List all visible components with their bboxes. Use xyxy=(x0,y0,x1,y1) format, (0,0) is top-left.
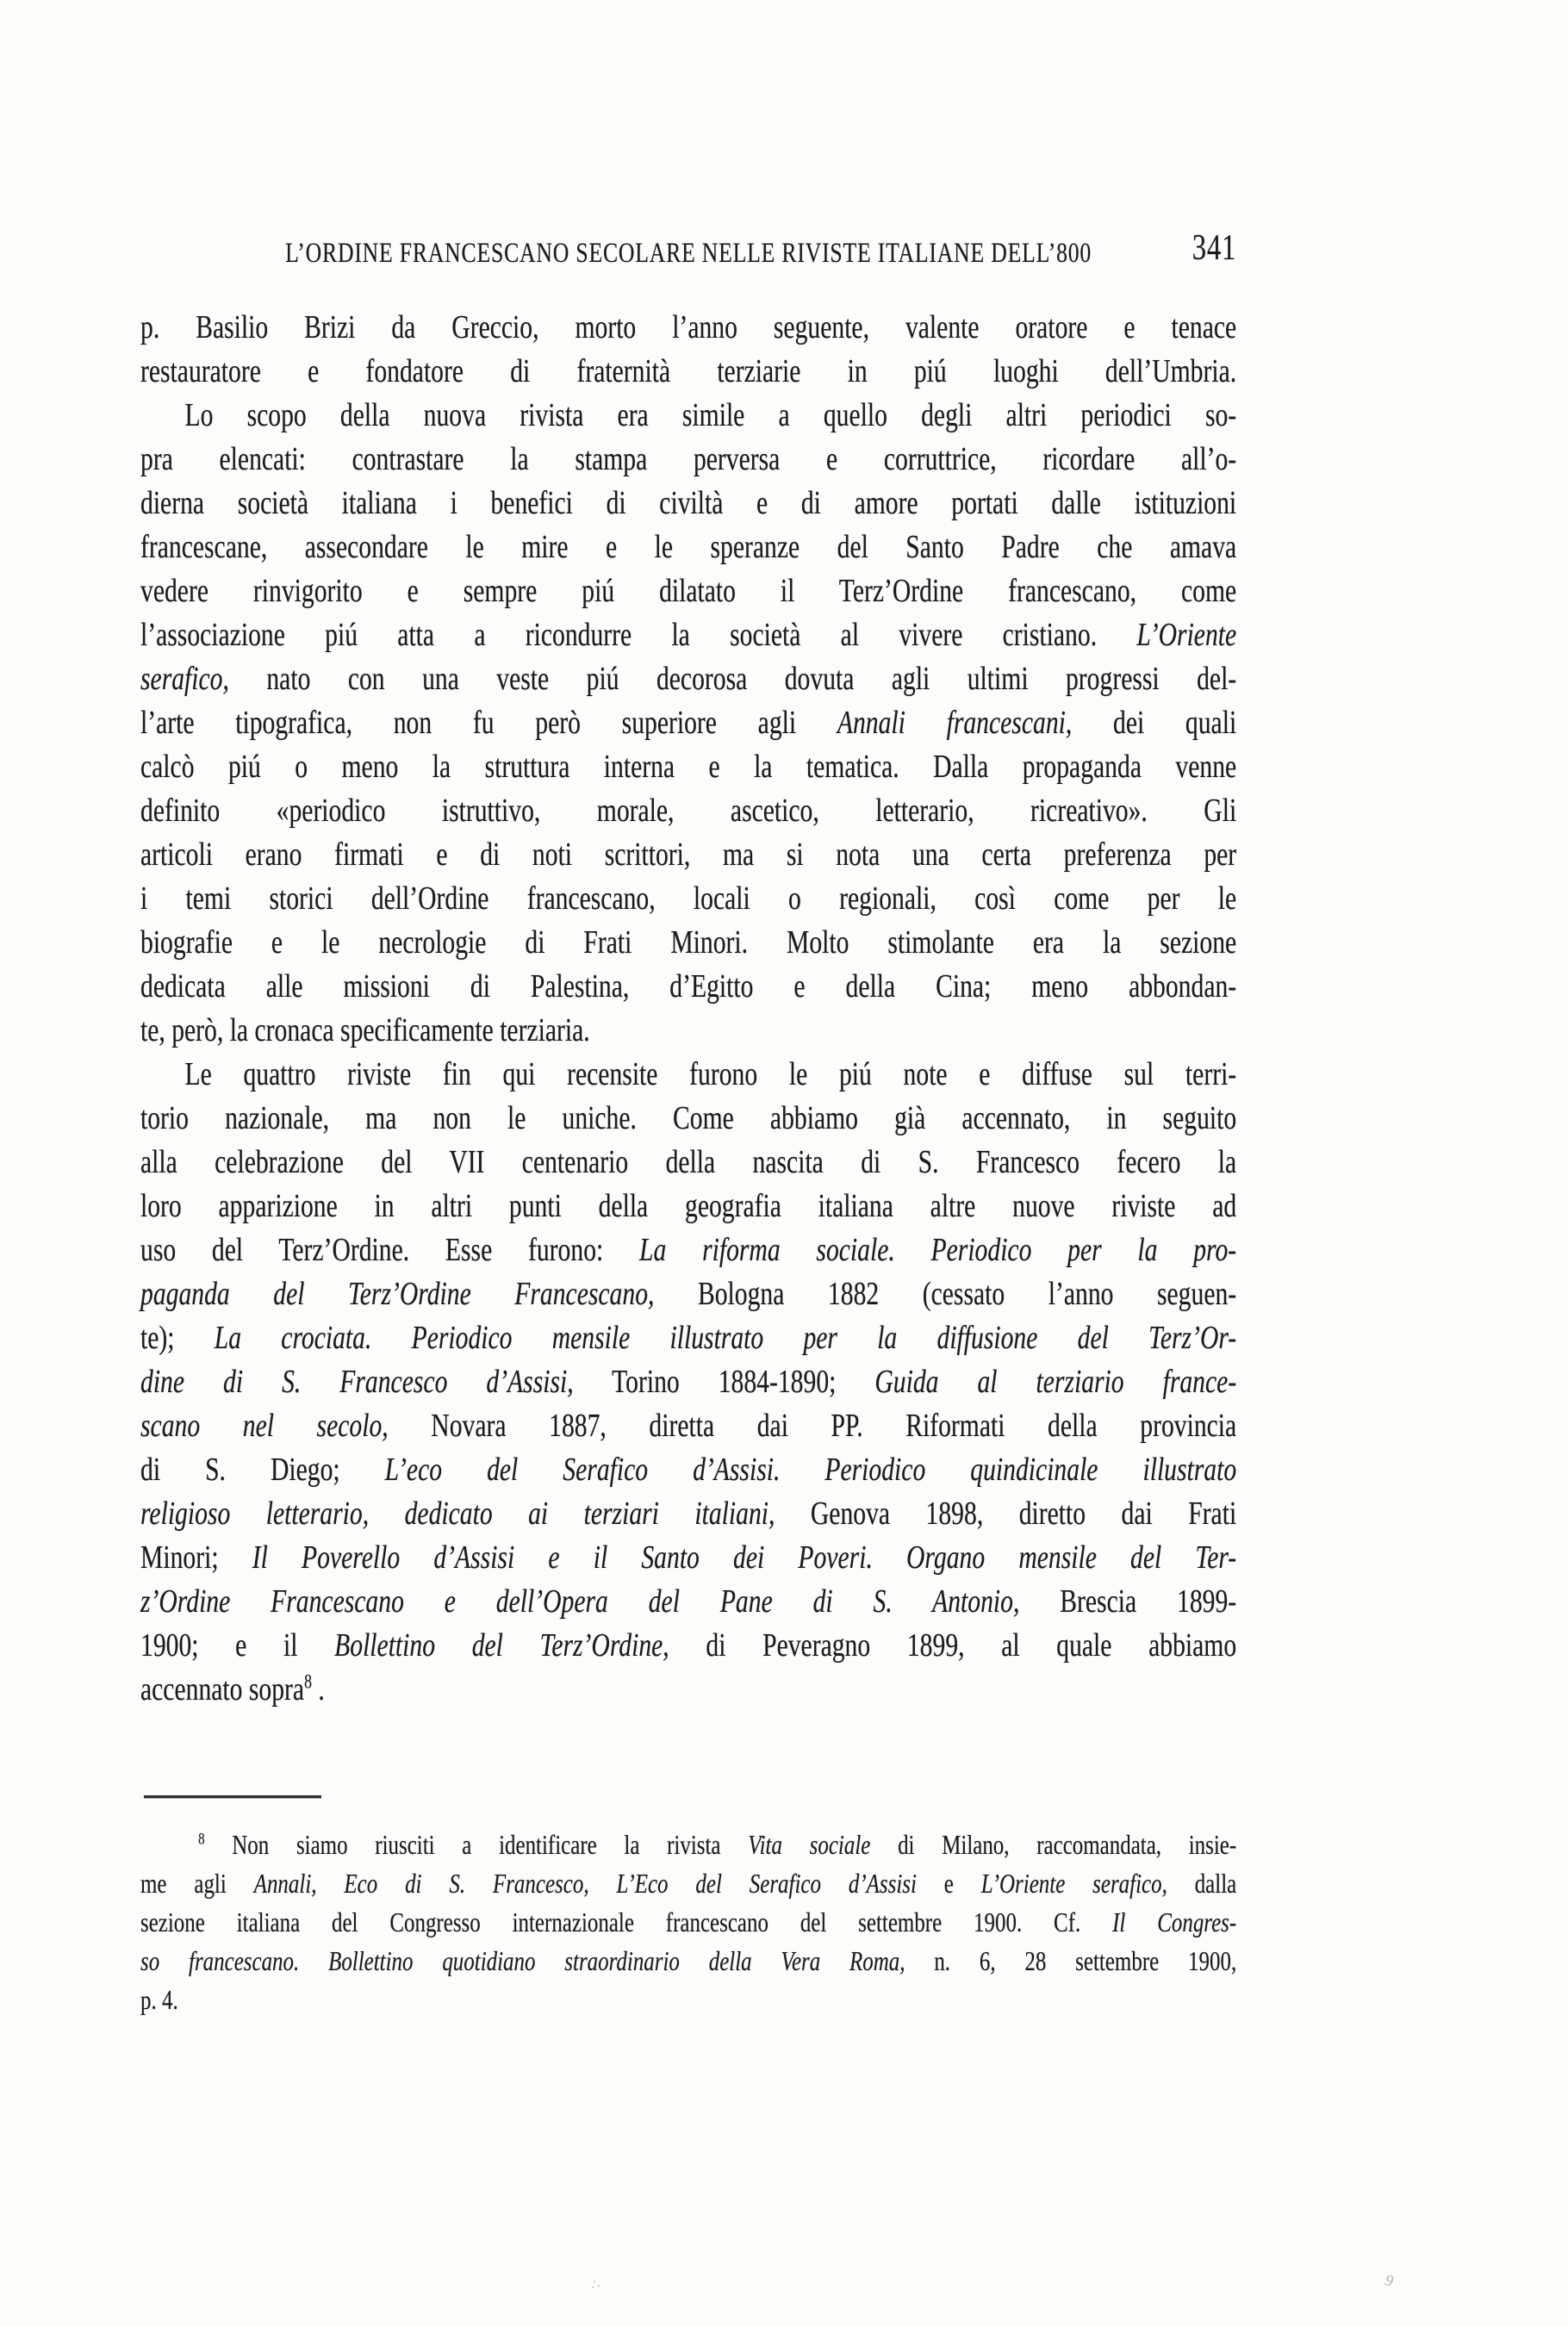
text-line xyxy=(140,1864,1236,1903)
italic-text-segment: Bollettino del Terz’Ordine, xyxy=(334,1627,669,1664)
italic-text-segment: L’eco del Serafico d’Assisi. Periodico quindicinale illustrato xyxy=(384,1452,1237,1488)
text-line xyxy=(140,657,1236,701)
text-segment: p. 4. xyxy=(140,1984,178,2015)
text-segment: n. 6, 28 settembre 1900, xyxy=(905,1945,1237,1976)
text-segment: me agli xyxy=(140,1868,254,1899)
text-segment: Bologna 1882 (cessato l’anno seguen- xyxy=(654,1276,1237,1312)
text-line xyxy=(140,1942,1236,1981)
text-segment: torio nazionale, ma non le uniche. Come abbiamo già accennato, in seguito xyxy=(140,1100,1237,1136)
text-segment: francescane, assecondare le mire e le speranze del Santo Padre che amava xyxy=(140,529,1237,565)
text-segment: 1900; e il xyxy=(140,1627,335,1664)
text-segment: dedicata alle missioni di Palestina, d’Egitto e della Cina; meno abbondan- xyxy=(140,968,1237,1004)
text-segment: dierna società italiana i benefici di civiltà e di amore portati dalle istituzioni xyxy=(140,485,1237,521)
body-text xyxy=(140,306,1546,1712)
text-segment: te); xyxy=(140,1320,215,1356)
text-segment: . xyxy=(311,1671,325,1707)
text-line xyxy=(140,1580,1236,1624)
text-line xyxy=(140,1360,1236,1404)
running-header-title: L’ORDINE FRANCESCANO SECOLARE NELLE RIVISTE ITALIANE DELL’800 xyxy=(285,238,1092,269)
italic-text-segment: Il Poverello d’Assisi e il Santo dei Poveri. Organo mensile del Ter- xyxy=(252,1539,1237,1576)
text-line xyxy=(140,1536,1236,1580)
text-segment: l’arte tipografica, non fu però superiore agli xyxy=(140,705,837,741)
text-segment: dei quali xyxy=(1072,705,1237,741)
text-segment: loro apparizione in altri punti della geografia italiana altre nuove riviste ad xyxy=(140,1188,1237,1224)
text-line xyxy=(140,1185,1236,1228)
text-segment: Torino 1884-1890; xyxy=(573,1364,875,1400)
text-line xyxy=(140,833,1236,877)
running-header xyxy=(140,228,1237,271)
text-segment: Non siamo riusciti a identificare la rivista xyxy=(204,1829,749,1860)
text-segment: Le quattro riviste fin qui recensite furono le piú note e diffuse sul terri- xyxy=(184,1056,1237,1092)
text-line xyxy=(140,613,1236,657)
text-line xyxy=(140,350,1236,394)
text-segment: biografie e le necrologie di Frati Minori. Molto stimolante era la sezione xyxy=(140,924,1237,961)
text-segment: i temi storici dell’Ordine francescano, locali o regionali, così come per le xyxy=(140,880,1237,917)
text-line xyxy=(140,1009,1236,1053)
text-segment: Lo scopo della nuova rivista era simile a quello degli altri periodici so- xyxy=(184,397,1237,433)
italic-text-segment: serafico, xyxy=(140,661,229,697)
italic-text-segment: L’Oriente serafico, xyxy=(980,1868,1167,1899)
text-line xyxy=(140,1272,1236,1316)
text-line xyxy=(140,877,1236,921)
text-line xyxy=(140,1404,1236,1448)
text-segment: pra elencati: contrastare la stampa perversa e corruttrice, ricordare all’o- xyxy=(140,441,1237,477)
text-line xyxy=(140,482,1236,526)
text-segment: accennato sopra xyxy=(140,1671,305,1707)
text-line xyxy=(140,921,1236,965)
text-line xyxy=(140,789,1236,833)
text-line xyxy=(140,1492,1236,1536)
italic-text-segment: Annali francescani, xyxy=(837,705,1073,741)
text-line xyxy=(140,438,1236,482)
text-line xyxy=(140,745,1236,789)
text-line xyxy=(140,1141,1236,1185)
text-line xyxy=(140,1981,1236,2019)
text-segment: di Peveragno 1899, al quale abbiamo xyxy=(669,1627,1237,1664)
italic-text-segment: Il Congres- xyxy=(1112,1906,1237,1937)
ink-smudge: ∴ xyxy=(589,2277,601,2293)
italic-text-segment: paganda del Terz’Ordine Francescano, xyxy=(140,1276,655,1312)
text-segment: vedere rinvigorito e sempre piú dilatato il Terz’Ordine francescano, come xyxy=(140,573,1237,609)
text-segment: dalla xyxy=(1167,1868,1237,1899)
italic-text-segment: Annali, Eco di S. Francesco, L’Eco del Serafico d’Assisi xyxy=(253,1868,917,1899)
text-line xyxy=(140,1316,1236,1360)
text-segment: calcò piú o meno la struttura interna e la tematica. Dalla propaganda venne xyxy=(140,749,1237,785)
italic-text-segment: scano nel secolo, xyxy=(140,1408,389,1444)
italic-text-segment: z’Ordine Francescano e dell’Opera del Pane di S. Antonio, xyxy=(140,1583,1020,1620)
text-segment: di S. Diego; xyxy=(140,1452,385,1488)
text-segment: sezione italiana del Congresso internazionale francescano del settembre 1900. Cf. xyxy=(140,1906,1113,1937)
text-segment: Genova 1898, diretto dai Frati xyxy=(775,1496,1237,1532)
text-line xyxy=(140,394,1236,438)
text-line xyxy=(140,569,1236,613)
text-line xyxy=(140,1053,1236,1097)
text-segment: p. Basilio Brizi da Greccio, morto l’anno seguente, valente oratore e tenace xyxy=(140,309,1237,345)
text-line xyxy=(140,1448,1236,1492)
text-line xyxy=(140,526,1236,569)
text-line xyxy=(140,1097,1236,1141)
italic-text-segment: dine di S. Francesco d’Assisi, xyxy=(140,1364,574,1400)
text-line xyxy=(140,1668,1236,1712)
text-line xyxy=(140,1228,1236,1272)
italic-text-segment: La riforma sociale. Periodico per la pro- xyxy=(639,1232,1237,1268)
text-segment: restauratore e fondatore di fraternità terziarie in piú luoghi dell’Umbria. xyxy=(140,353,1237,389)
text-segment: Brescia 1899- xyxy=(1019,1583,1237,1620)
footnote-text xyxy=(140,1825,1546,2019)
italic-text-segment: La crociata. Periodico mensile illustrato per la diffusione del Terz’Or- xyxy=(214,1320,1237,1356)
footnote-ref: 8 xyxy=(304,1670,312,1693)
page-number: 341 xyxy=(1192,228,1237,268)
footnote-rule xyxy=(144,1795,321,1798)
text-segment: Novara 1887, diretta dai PP. Riformati della provincia xyxy=(388,1408,1237,1444)
text-segment: e xyxy=(916,1868,981,1899)
italic-text-segment: religioso letterario, dedicato ai terziari italiani, xyxy=(140,1496,775,1532)
text-line xyxy=(140,965,1236,1009)
text-segment: alla celebrazione del VII centenario della nascita di S. Francesco fecero la xyxy=(140,1144,1237,1180)
text-segment: te, però, la cronaca specificamente terziaria. xyxy=(140,1012,590,1048)
text-line xyxy=(140,1624,1236,1668)
text-segment: di Milano, raccomandata, insie- xyxy=(870,1829,1237,1860)
text-line xyxy=(140,1903,1236,1942)
italic-text-segment: Vita sociale xyxy=(748,1829,871,1860)
text-segment: l’associazione piú atta a ricondurre la società al vivere cristiano. xyxy=(140,617,1137,653)
footnote-ref: 8 xyxy=(198,1830,205,1849)
text-line xyxy=(140,306,1236,350)
italic-text-segment: L’Oriente xyxy=(1136,617,1237,653)
text-segment: articoli erano firmati e di noti scrittori, ma si nota una certa preferenza per xyxy=(140,836,1237,873)
text-segment: nato con una veste piú decorosa dovuta agli ultimi progressi del- xyxy=(228,661,1237,697)
text-segment: uso del Terz’Ordine. Esse furono: xyxy=(140,1232,640,1268)
text-segment: definito «periodico istruttivo, morale, ascetico, letterario, ricreativo». Gli xyxy=(140,793,1237,829)
italic-text-segment: Guida al terziario france- xyxy=(874,1364,1237,1400)
text-line xyxy=(140,1825,1236,1864)
ink-smudge: 9 xyxy=(1383,2271,1396,2290)
text-segment: Minori; xyxy=(140,1539,252,1576)
text-line xyxy=(140,701,1236,745)
italic-text-segment: so francescano. Bollettino quotidiano straordinario della Vera Roma, xyxy=(140,1945,905,1976)
